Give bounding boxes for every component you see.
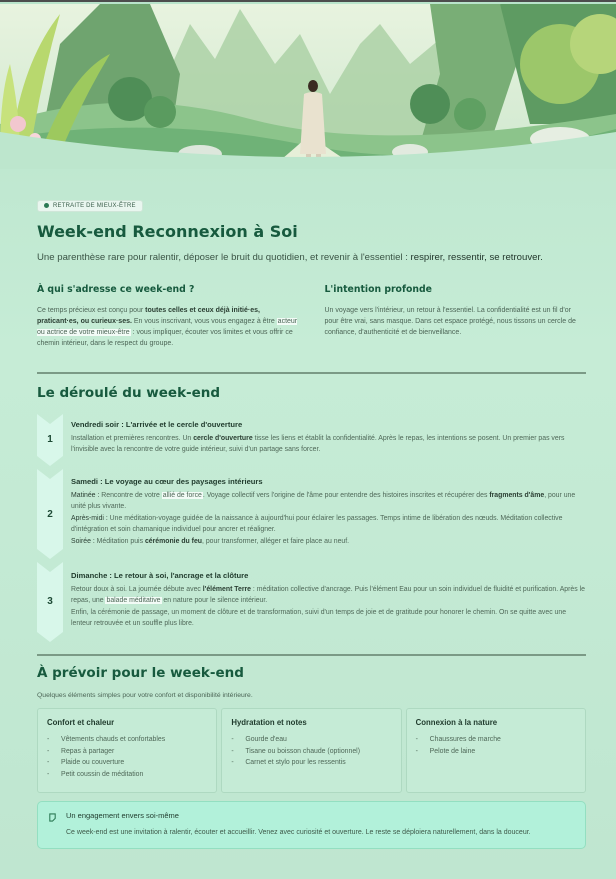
list-item: - Repas à partager <box>47 746 207 758</box>
step3-d: en nature pour le silence intérieur. <box>161 596 268 604</box>
engagement-text: Ce week-end est une invitation à ralentir, écouter et accueillir. Venez avec curiosité et ouverture. Le reste se déploiera naturellement, dans la douceur. <box>66 829 531 836</box>
step3-c: : méditation collective d'ancrage. Puis l'élément Eau pour un soin individuel de fluidité et purification. Après le repas, une <box>71 586 585 604</box>
step-number: 3 <box>47 596 53 607</box>
step-text <box>71 434 586 455</box>
step-text-2: Enfin, la cérémonie de passage, un moment de clôture et de transformation, suivi d'un temps de joie et de gratitude pour honorer le chemin. On se quitte avec une lenteur retrouvée et un souffle plus libre. <box>71 609 567 627</box>
evening-b: , pour transformer, alléger et faire place au neuf. <box>202 538 350 546</box>
list-item: - Plaide ou couverture <box>47 757 207 769</box>
step3-a: Retour doux à soi. La journée débute avec <box>71 586 203 593</box>
intention-section <box>325 284 587 349</box>
intention-heading: L'intention profonde <box>324 284 432 295</box>
step-chevron <box>37 469 75 561</box>
step-evening <box>71 537 586 548</box>
engagement-body <box>66 811 531 838</box>
note-icon <box>48 813 57 822</box>
card-list <box>416 734 576 757</box>
card-title: Confort et chaleur <box>47 718 115 727</box>
morning-highlight: allié de force <box>162 492 202 499</box>
audience-text <box>37 305 299 349</box>
step1-a: Installation et premières rencontres. Un <box>71 435 194 442</box>
step-body <box>63 414 586 468</box>
intro-columns <box>37 284 586 349</box>
step3-b: l'élément Terre <box>202 586 252 593</box>
card-comfort <box>37 708 217 793</box>
page-title: Week-end Reconnexion à Soi <box>37 222 298 241</box>
step-afternoon <box>71 514 586 535</box>
engagement-callout <box>37 801 586 849</box>
morning-bold: fragments d'âme <box>489 492 545 499</box>
step-saturday <box>37 469 586 561</box>
list-item: - Tisane ou boisson chaude (optionnel) <box>231 746 391 758</box>
schedule-heading: Le déroulé du week-end <box>37 385 221 401</box>
subtitle-text: Une parenthèse rare pour ralentir, déposer le bruit du quotidien, et revenir à l'essentiel : <box>37 252 411 263</box>
audience-p2: En vous inscrivant, vous vous engagez à être <box>131 318 277 325</box>
section-divider <box>37 654 586 656</box>
subtitle-emphasis: respirer, ressentir, se retrouver. <box>410 252 543 263</box>
card-nature <box>406 708 586 793</box>
morning-c: , pour une unité plus vivante. <box>71 492 576 510</box>
list-item: - Carnet et stylo pour les ressentis <box>231 757 391 769</box>
card-list <box>231 734 391 769</box>
step-body <box>63 469 586 561</box>
step-title: Vendredi soir : L'arrivée et le cercle d'ouverture <box>71 420 243 429</box>
page-subtitle <box>37 252 586 263</box>
step1-c: tisse les liens et établit la confidentialité. Après le repas, les intentions se posent. Un premier pas vers l'invisible avec la rencontre de votre guide intérieur, suivi d'un partage sans forcer. <box>71 435 565 453</box>
audience-highlight: acteur ou actrice de votre mieux-être <box>37 318 298 336</box>
list-item: - Gourde d'eau <box>231 734 391 746</box>
step-body <box>63 562 586 642</box>
step-number: 1 <box>47 434 53 445</box>
card-hydration <box>221 708 401 793</box>
step-friday <box>37 414 586 468</box>
list-item: - Petit coussin de méditation <box>47 769 207 781</box>
section-divider <box>37 372 586 374</box>
audience-p3: : vous impliquer, écouter vos limites et vous offrir ce chemin intérieur, dans le respect du groupe. <box>37 329 293 347</box>
card-title: Connexion à la nature <box>415 718 498 727</box>
morning-label: Matinée : <box>71 492 100 499</box>
list-item: - Pelote de laine <box>416 746 576 758</box>
leaf-icon <box>44 203 49 208</box>
main-content <box>37 195 586 849</box>
afternoon-text: Une méditation-voyage guidée de la naissance à aujourd'hui pour éclairer les passages. Temps intime de libération des nœuds. Méditation collective d'intégration et soin chamanique individuel pour ancrer et réaligner. <box>71 515 563 533</box>
evening-bold: cérémonie du feu <box>144 538 202 546</box>
afternoon-label: Après-midi : <box>71 515 108 523</box>
audience-section <box>37 284 299 349</box>
badge-label: RETRAITE DE MIEUX-ÊTRE <box>53 202 136 209</box>
intention-text: Un voyage vers l'intérieur, un retour à l'essentiel. La confidentialité est un fil d'or pour être vrai, sans masque. Dans cet espace protégé, nous tissons un cercle de confiance, d'authenticité et de bienveillance. <box>324 307 576 336</box>
hero-image <box>0 4 616 169</box>
list-item: - Vêtements chauds et confortables <box>47 734 207 746</box>
evening-a: Méditation puis <box>94 538 145 546</box>
step3-highlight: balade méditative <box>106 596 161 604</box>
evening-label: Soirée : <box>71 538 95 546</box>
step-text <box>71 585 586 606</box>
retreat-badge <box>37 200 143 212</box>
step-number: 2 <box>47 509 53 520</box>
step-chevron <box>37 414 75 468</box>
audience-bold: toutes celles et ceux déjà initié·es, praticant·es, ou curieux·ses. <box>37 307 260 325</box>
morning-b: . Voyage collectif vers l'origine de l'âme pour entendre des histoires inscrites et récupérer des <box>202 492 490 499</box>
prepare-subtitle: Quelques éléments simples pour votre confort et disponibilité intérieure. <box>37 692 253 699</box>
step-title: Samedi : Le voyage au cœur des paysages intérieurs <box>71 477 263 486</box>
step-chevron <box>37 562 75 642</box>
prepare-cards <box>37 708 586 793</box>
card-list <box>47 734 207 780</box>
prepare-heading: À prévoir pour le week-end <box>37 665 244 681</box>
audience-heading: À qui s'adresse ce week-end ? <box>37 284 195 295</box>
step-sunday <box>37 562 586 642</box>
audience-p1: Ce temps précieux est conçu pour <box>37 307 146 314</box>
engagement-title: Un engagement envers soi-même <box>66 811 179 820</box>
card-title: Hydratation et notes <box>231 718 307 727</box>
morning-a: Rencontre de votre <box>99 492 162 499</box>
list-item: - Chaussures de marche <box>416 734 576 746</box>
schedule-steps <box>37 414 586 642</box>
step-title: Dimanche : Le retour à soi, l'ancrage et la clôture <box>71 571 249 580</box>
step-morning <box>71 491 586 512</box>
step1-b: cercle d'ouverture <box>193 435 253 442</box>
